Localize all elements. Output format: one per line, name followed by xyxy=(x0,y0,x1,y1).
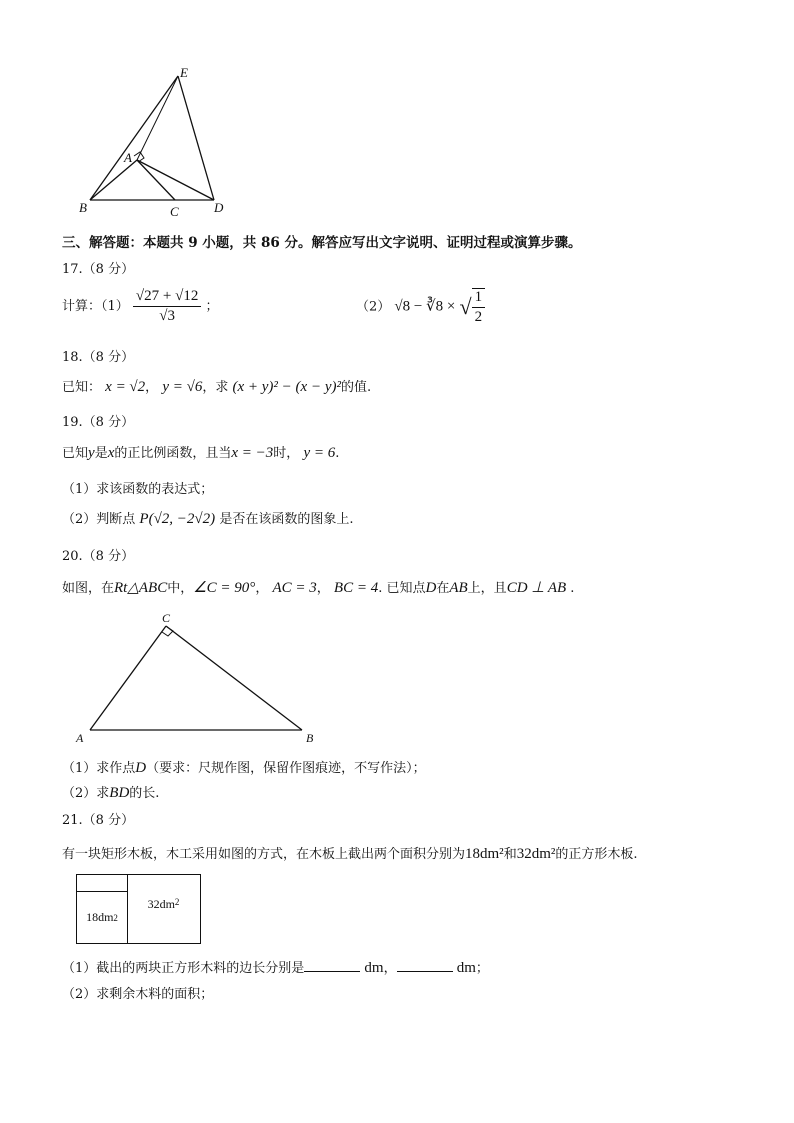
q21-small-label: 18dm xyxy=(86,910,114,924)
q18-text-b: ，求 xyxy=(202,380,229,395)
q17-part1-denominator: √3 xyxy=(159,308,175,324)
q21-unit-2: dm xyxy=(456,960,476,976)
q18-text-a: 已知： xyxy=(62,380,102,395)
q21-board-figure xyxy=(76,874,201,944)
q20-stem-f: . xyxy=(570,581,575,596)
label-A: A xyxy=(76,731,84,745)
q20-stem-d: 在 xyxy=(436,581,450,596)
q20-sub1 xyxy=(62,757,426,777)
q18-number: 18.（8 分） xyxy=(62,350,135,365)
q17-semicolon: ； xyxy=(205,299,219,314)
q20-sub2-BD: BD xyxy=(109,785,130,801)
segment-AE xyxy=(137,76,178,160)
q19-point-P: P(√2, −2√2) xyxy=(139,511,216,527)
q19-stem-b: 是 xyxy=(94,446,108,461)
q21-answer-blank-1[interactable] xyxy=(304,959,360,972)
q17-part2-denominator: 2 xyxy=(474,309,483,325)
q17-line xyxy=(62,288,219,325)
q21-top-strip xyxy=(77,875,128,892)
q19-x: x xyxy=(107,445,115,461)
q20-sub2 xyxy=(62,782,159,802)
q20-ac: AC = 3 xyxy=(272,580,317,596)
segment-ED xyxy=(178,76,214,200)
q20-sub2-a: （2）求 xyxy=(62,786,110,801)
q21-large-label: 32dm xyxy=(147,897,175,911)
q17-part2-expr: √8 − ∛8 × xyxy=(394,298,456,315)
segment-AD xyxy=(137,160,214,200)
q17-part2-label: （2） xyxy=(356,299,391,315)
q20-sub1-a: （1）求作点 xyxy=(62,761,136,776)
q20-sub2-b: 的长. xyxy=(129,786,160,801)
q18-expression: (x + y)² − (x − y)² xyxy=(232,379,341,395)
label-B: B xyxy=(306,731,314,745)
q17-part2-fraction xyxy=(472,288,486,326)
q17-sqrt-sign: √ xyxy=(459,294,472,319)
q20-point-D: D xyxy=(425,580,437,596)
q17-part1-fraction xyxy=(133,288,201,325)
q21-stem-b: 和 xyxy=(503,847,517,862)
q19-y: y xyxy=(88,445,95,461)
q19-stem-e: . xyxy=(335,446,340,461)
segment-CB xyxy=(166,626,302,730)
q17-part2-numerator: 1 xyxy=(472,289,486,308)
label-A: A xyxy=(124,150,132,165)
q20-perp: CD ⊥ AB xyxy=(506,580,567,596)
q17-prefix: 计算：（1） xyxy=(62,299,129,314)
q19-sub1: （1）求该函数的表达式； xyxy=(62,482,214,497)
q21-number: 21.（8 分） xyxy=(62,813,135,828)
q21-sub2: （2）求剩余木料的面积； xyxy=(62,987,214,1002)
q19-sub2 xyxy=(62,508,353,528)
q19-condition-y: y = 6 xyxy=(303,445,336,461)
q20-stem-e: 上，且 xyxy=(467,581,507,596)
q19-stem-a: 已知 xyxy=(62,446,89,461)
q18-text-c: 的值. xyxy=(340,380,372,395)
q20-stem-c: . 已知点 xyxy=(378,581,426,596)
q20-triangle: Rt△ABC xyxy=(114,580,168,596)
q19-condition-x: x = −3 xyxy=(231,445,274,461)
q21-large-square xyxy=(128,875,199,942)
q20-triangle-figure xyxy=(72,608,332,748)
q21-small-square xyxy=(77,892,128,943)
q18-y-value: y = √6 xyxy=(162,379,203,395)
q21-area1: 18dm² xyxy=(465,846,504,862)
label-E: E xyxy=(180,65,188,80)
q18-x-value: x = √2 xyxy=(105,379,146,395)
q21-stem xyxy=(62,843,638,863)
q20-stem-b: 中， xyxy=(167,581,194,596)
q21-sub1 xyxy=(62,957,489,977)
top-triangle-figure xyxy=(74,64,244,220)
q20-angle: ∠C = 90° xyxy=(193,580,256,596)
q20-ab: AB xyxy=(449,580,468,596)
q20-number: 20.（8 分） xyxy=(62,549,135,564)
q19-number: 19.（8 分） xyxy=(62,415,135,430)
q19-stem-c: 的正比例函数，且当 xyxy=(114,446,232,461)
q21-large-sup: 2 xyxy=(174,897,180,907)
q19-sub2-a: （2）判断点 xyxy=(62,512,136,527)
q21-semicolon: ； xyxy=(475,961,489,976)
q20-bc: BC = 4 xyxy=(333,580,379,596)
section-heading: 三、解答题：本题共 9 小题，共 86 分。解答应写出文字说明、证明过程或演算步骤。 xyxy=(62,235,582,251)
q20-sub1-D: D xyxy=(135,760,147,776)
q20-c1: ， xyxy=(255,581,269,596)
segment-AC xyxy=(137,160,175,200)
q17-part2 xyxy=(356,288,485,326)
q20-stem-a: 如图，在 xyxy=(62,581,115,596)
q19-stem xyxy=(62,442,339,462)
q17-part1-numerator: √27 + √12 xyxy=(133,288,201,307)
q18-comma: ， xyxy=(145,380,159,395)
q20-c2: ， xyxy=(316,581,330,596)
segment-BE xyxy=(90,76,178,200)
label-D: D xyxy=(214,200,224,215)
q19-sub2-b: 是否在该函数的图象上. xyxy=(219,512,354,527)
q21-sub1-a: （1）截出的两块正方形木料的边长分别是 xyxy=(62,961,305,976)
q17-number: 17.（8 分） xyxy=(62,262,135,277)
q18-stem xyxy=(62,376,371,396)
label-C: C xyxy=(162,611,171,625)
segment-AC xyxy=(90,626,166,730)
label-C: C xyxy=(170,204,179,219)
q21-stem-a: 有一块矩形木板，木工采用如图的方式，在木板上截出两个面积分别为 xyxy=(62,847,466,862)
q19-stem-d: 时， xyxy=(273,446,300,461)
q21-small-sup: 2 xyxy=(113,912,118,923)
q21-answer-blank-2[interactable] xyxy=(397,959,453,972)
q21-unit-1: dm xyxy=(364,960,384,976)
q20-stem xyxy=(62,577,574,597)
q21-stem-c: 的正方形木板. xyxy=(555,847,638,862)
label-B: B xyxy=(79,200,87,215)
q20-sub1-b: （要求：尺规作图，保留作图痕迹，不写作法）； xyxy=(146,761,426,776)
q21-comma: ， xyxy=(383,961,397,976)
q21-area2: 32dm² xyxy=(516,846,556,862)
